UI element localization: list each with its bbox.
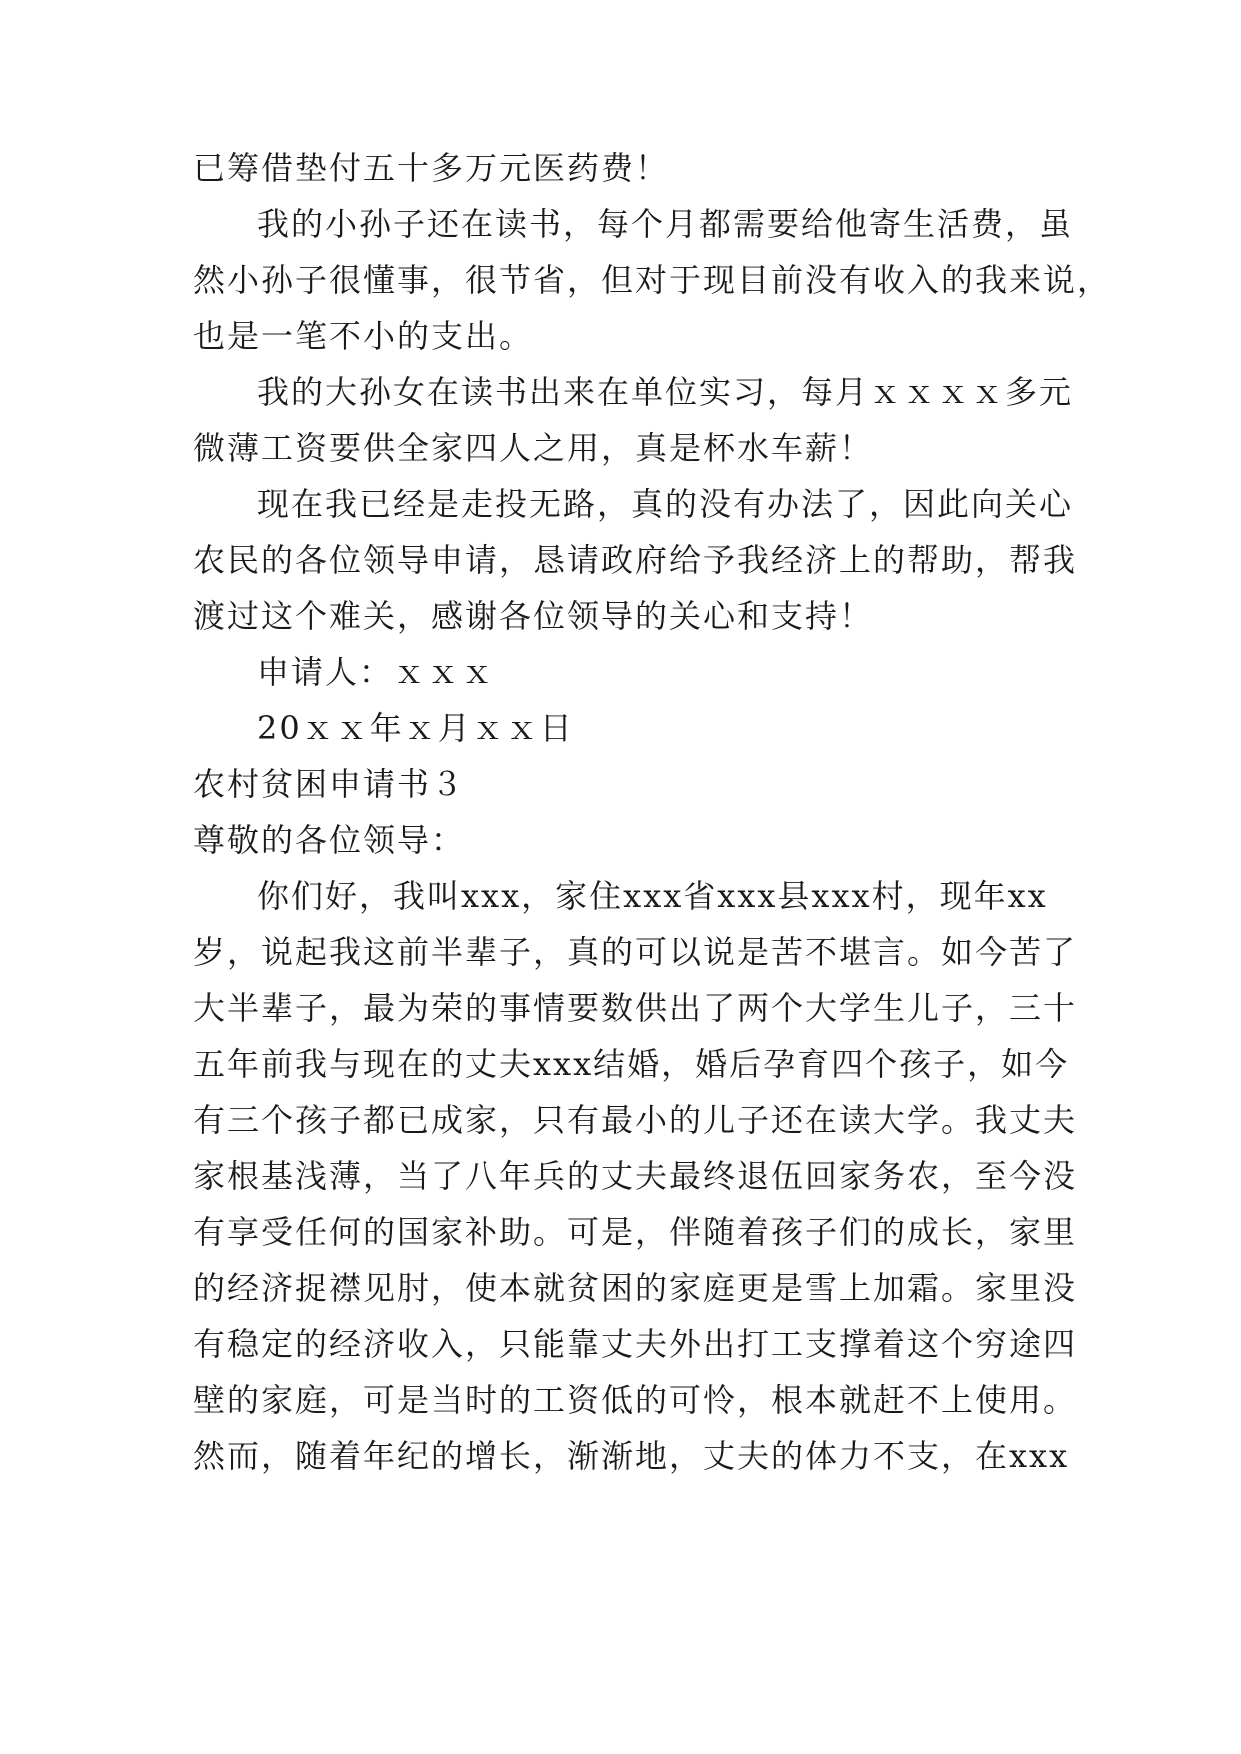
- text-line: 已筹借垫付五十多万元医药费！: [193, 149, 670, 187]
- text-line: 然而，随着年纪的增长，渐渐地，丈夫的体力不支，在xxx: [193, 1437, 1070, 1475]
- text-line: 有三个孩子都已成家，只有最小的儿子还在读大学。我丈夫: [193, 1101, 1078, 1139]
- text-line: 有稳定的经济收入，只能靠丈夫外出打工支撑着这个穷途四: [193, 1325, 1078, 1363]
- text-line: 岁，说起我这前半辈子，真的可以说是苦不堪言。如今苦了: [193, 933, 1078, 971]
- text-line: 也是一笔不小的支出。: [193, 317, 534, 355]
- paragraph-line: 现在我已经是走投无路，真的没有办法了，因此向关心: [257, 485, 1074, 523]
- paragraph-line: 我的大孙女在读书出来在单位实习，每月ｘｘｘｘ多元: [257, 373, 1074, 411]
- paragraph-line: 你们好，我叫xxx，家住xxx省xxx县xxx村，现年xx: [257, 877, 1048, 915]
- text-line: 壁的家庭，可是当时的工资低的可怜，根本就赶不上使用。: [193, 1381, 1078, 1419]
- applicant-line: 申请人：ｘｘｘ: [257, 653, 496, 691]
- text-line: 有享受任何的国家补助。可是，伴随着孩子们的成长，家里: [193, 1213, 1078, 1251]
- salutation: 尊敬的各位领导：: [193, 821, 466, 859]
- text-line: 家根基浅薄，当了八年兵的丈夫最终退伍回家务农，至今没: [193, 1157, 1078, 1195]
- text-line: 农民的各位领导申请，恳请政府给予我经济上的帮助，帮我: [193, 541, 1078, 579]
- text-line: 然小孙子很懂事，很节省，但对于现目前没有收入的我来说，: [193, 261, 1112, 299]
- section-title: 农村贫困申请书３: [193, 765, 466, 803]
- text-line: 五年前我与现在的丈夫xxx结婚，婚后孕育四个孩子，如今: [193, 1045, 1070, 1083]
- paragraph-line: 我的小孙子还在读书，每个月都需要给他寄生活费，虽: [257, 205, 1074, 243]
- text-line: 的经济捉襟见肘，使本就贫困的家庭更是雪上加霜。家里没: [193, 1269, 1078, 1307]
- text-line: 渡过这个难关，感谢各位领导的关心和支持！: [193, 597, 874, 635]
- text-line: 微薄工资要供全家四人之用，真是杯水车薪！: [193, 429, 874, 467]
- text-line: 大半辈子，最为荣的事情要数供出了两个大学生儿子，三十: [193, 989, 1078, 1027]
- date-line: 20ｘｘ年ｘ月ｘｘ日: [257, 709, 574, 747]
